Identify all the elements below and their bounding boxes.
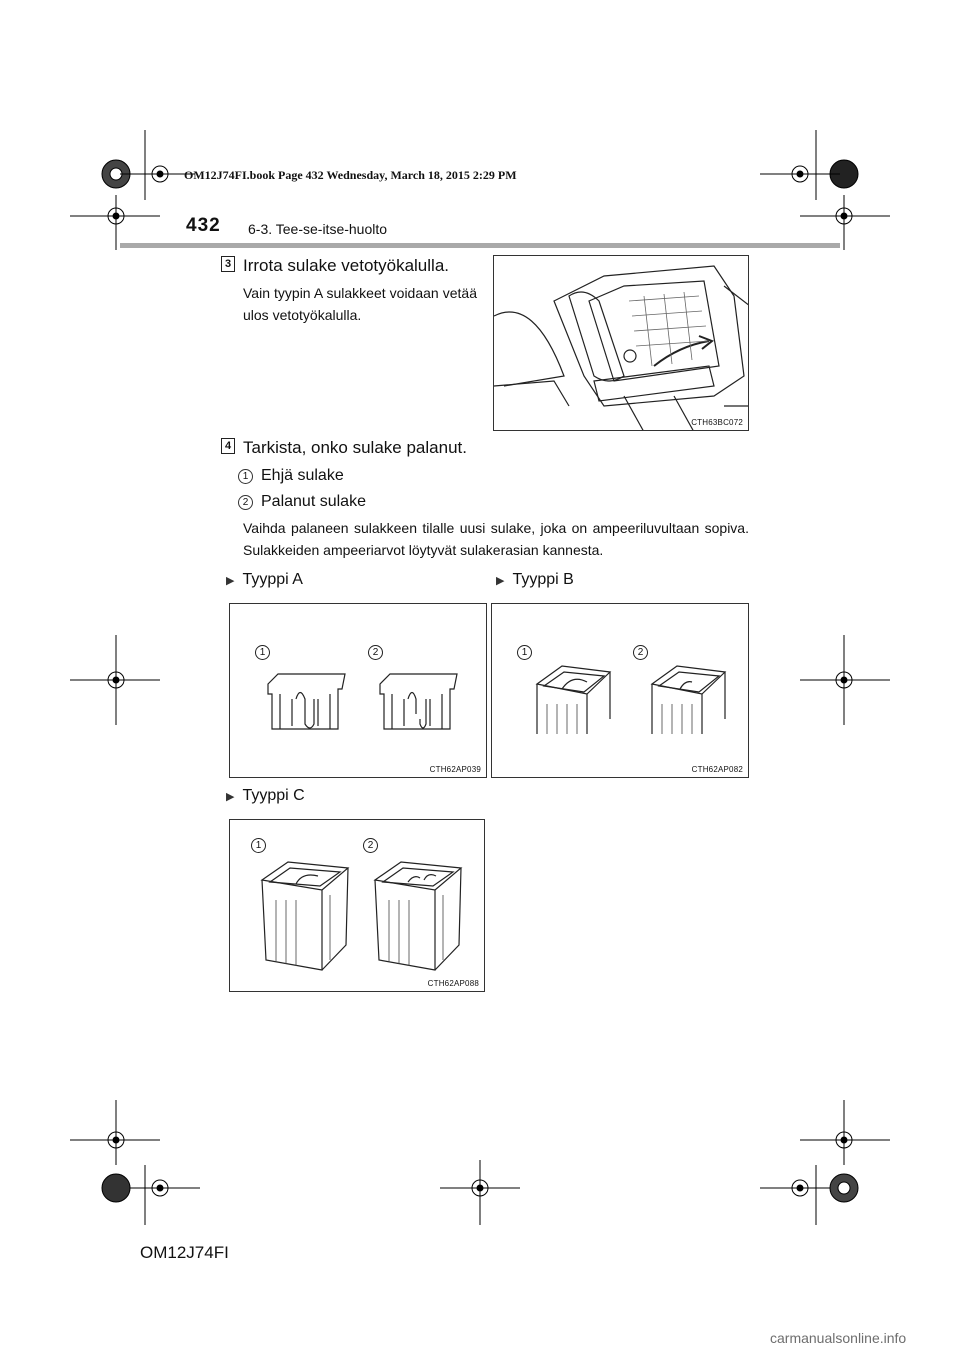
crosshair-registration-icon [440, 1160, 520, 1225]
crosshair-registration-icon [800, 635, 890, 725]
cartridge-fuse-illustration [492, 604, 749, 778]
figure-number: 1 [517, 645, 532, 660]
type-heading [496, 571, 574, 589]
crosshair-registration-icon [70, 1100, 160, 1165]
triangle-right-icon: ▶ [226, 790, 235, 803]
crosshair-registration-icon [800, 195, 890, 250]
figure-code: CTH62AP088 [427, 979, 479, 988]
blade-fuse-illustration [230, 604, 487, 778]
item-number: 1 [238, 469, 253, 484]
book-info: OM12J74FI.book Page 432 Wednesday, March 18, 2015 2:29 PM [184, 168, 517, 182]
sunburst-mark-icon [102, 1174, 130, 1202]
type-label: Tyyppi A [242, 571, 303, 588]
step-title: Irrota sulake vetotyökalulla. [243, 256, 449, 275]
document-code: OM12J74FI [140, 1243, 229, 1262]
figure-code: CTH62AP082 [691, 765, 743, 774]
type-b-figure [491, 603, 749, 778]
watermark: carmanualsonline.info [770, 1330, 907, 1346]
crosshair-registration-icon [70, 635, 160, 725]
step-title: Tarkista, onko sulake palanut. [243, 438, 467, 457]
page-number: 432 [186, 215, 221, 236]
figure-code: CTH62AP039 [429, 765, 481, 774]
item-number: 2 [238, 495, 253, 510]
crosshair-registration-icon [760, 130, 840, 200]
triangle-right-icon: ▶ [226, 574, 235, 587]
figure-number: 2 [368, 645, 383, 660]
sunburst-mark-icon [830, 1174, 858, 1202]
figure-number: 2 [363, 838, 378, 853]
crosshair-registration-icon [760, 1165, 840, 1225]
step-number-box: 3 [221, 256, 235, 272]
crosshair-registration-icon [800, 1100, 890, 1165]
type-a-figure [229, 603, 487, 778]
item-label-intact: Ehjä sulake [261, 467, 344, 484]
item-label-blown: Palanut sulake [261, 493, 366, 510]
type-label: Tyyppi B [512, 571, 574, 588]
figure-code: CTH63BC072 [691, 418, 743, 427]
crosshair-registration-icon [120, 130, 195, 200]
type-label: Tyyppi C [242, 787, 305, 804]
header-rule [120, 243, 840, 248]
triangle-right-icon: ▶ [496, 574, 505, 587]
section-title: 6-3. Tee-se-itse-huolto [248, 221, 388, 237]
crosshair-registration-icon [120, 1165, 200, 1225]
figure-number: 2 [633, 645, 648, 660]
fuse-puller-illustration [494, 256, 749, 431]
step-description: Vaihda palaneen sulakkeen tilalle uusi sulake, joka on ampeeriluvultaan sopiva. Sulakkeiden ampeeriarvot löytyvät sulakerasian kannesta. [243, 520, 749, 558]
large-fuse-illustration [230, 820, 485, 992]
step-number-box: 4 [221, 438, 235, 454]
step-description: Vain tyypin A sulakkeet voidaan vetää ulos vetotyökalulla. [243, 285, 477, 323]
figure-number: 1 [255, 645, 270, 660]
fuse-box-figure [493, 255, 749, 431]
type-heading [226, 571, 303, 589]
type-heading [226, 787, 305, 805]
figure-number: 1 [251, 838, 266, 853]
type-c-figure [229, 819, 485, 992]
crosshair-registration-icon [70, 195, 160, 250]
